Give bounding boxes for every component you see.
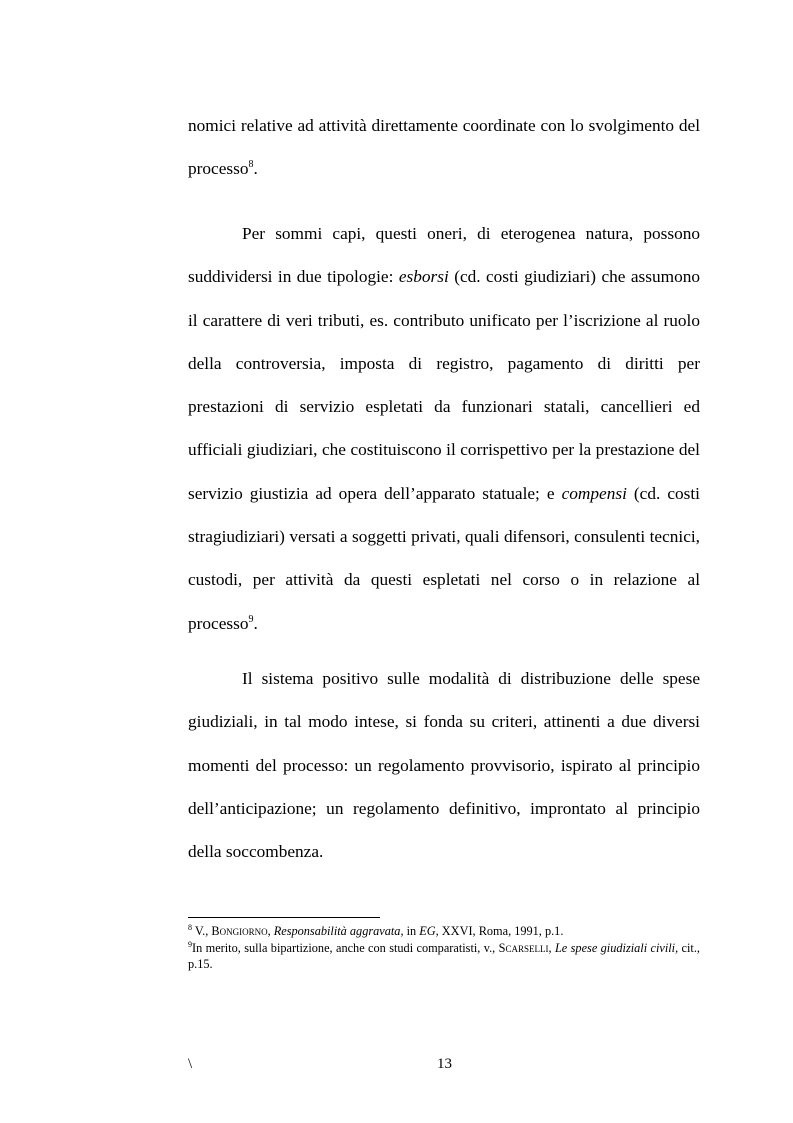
footnote-number: 8 bbox=[188, 923, 192, 932]
footnote-title: Le spese giudiziali civili, bbox=[554, 940, 679, 955]
term-compensi: compensi bbox=[561, 483, 627, 503]
footnote-reference-9[interactable]: 9 bbox=[248, 613, 254, 625]
footnote-text: V., bbox=[192, 924, 212, 938]
paragraph-end: . bbox=[253, 159, 258, 179]
footnote-journal: EG bbox=[419, 924, 436, 938]
footnote-author: Bongiorno bbox=[211, 924, 268, 938]
paragraph-costs bbox=[188, 212, 700, 645]
footnote-text: in bbox=[403, 924, 420, 938]
footnote-text: cit., p.15. bbox=[188, 940, 700, 971]
paragraph-end: . bbox=[253, 613, 258, 633]
paragraph-text: (cd. costi stragiudiziari) versati a soggetti privati, quali difensori, consulenti tecnici, custodi, per attività da questi espletati nel corso o in relazione al processo bbox=[188, 483, 700, 633]
footer-mark: \ bbox=[188, 1056, 193, 1072]
paragraph-costs-text bbox=[188, 212, 700, 645]
footnote-text: In merito, sulla bipartizione, anche con studi comparatisti, v., bbox=[192, 940, 499, 955]
paragraph-text: (cd. costi giudiziari) che assumono il carattere di veri tributi, es. contributo unificato per l’iscrizione al ruolo della controversia, imposta di registro, pagamento di diritti per prestazioni di servizio espletati da funzionari statali, cancellieri ed ufficiali giudiziari, che costituiscono il corrispettivo per la prestazione del servizio giustizia ad opera dell’apparato statuale; e bbox=[188, 267, 700, 503]
footnote-text: , bbox=[548, 940, 555, 955]
paragraph-text: nomici relative ad attività direttamente coordinate con lo svolgimento del processo bbox=[188, 116, 700, 179]
footnote-reference-8[interactable]: 8 bbox=[248, 159, 254, 171]
term-esborsi: esborsi bbox=[398, 267, 449, 287]
footnote-author: Scarselli bbox=[498, 940, 549, 955]
paragraph-system-text: Il sistema positivo sulle modalità di distribuzione delle spese giudiziali, in tal modo intese, si fonda su criteri, attinenti a due diversi momenti del processo: un regolamento provvisorio, ispirato al principio dell’anticipazione; un regolamento definitivo, improntato al principio della soccombenza. bbox=[188, 669, 700, 862]
footnote-title: Responsabilità aggravata, bbox=[273, 924, 404, 938]
paragraph-system bbox=[188, 657, 700, 873]
paragraph-continuation bbox=[188, 104, 700, 191]
footnote-text: , XXVI, Roma, 1991, p.1. bbox=[435, 924, 564, 938]
footnote-separator bbox=[188, 917, 380, 918]
footnote-text: , bbox=[267, 924, 274, 938]
footnote-9 bbox=[188, 940, 700, 973]
paragraph-text: Per sommi capi, questi oneri, di eterogenea natura, possono suddividersi in due tipologie: bbox=[188, 224, 700, 287]
footnotes bbox=[188, 923, 700, 973]
continued-paragraph bbox=[188, 104, 700, 191]
footnote-number: 9 bbox=[188, 939, 192, 949]
footnote-8 bbox=[188, 923, 700, 940]
page-number: 13 bbox=[437, 1056, 452, 1072]
